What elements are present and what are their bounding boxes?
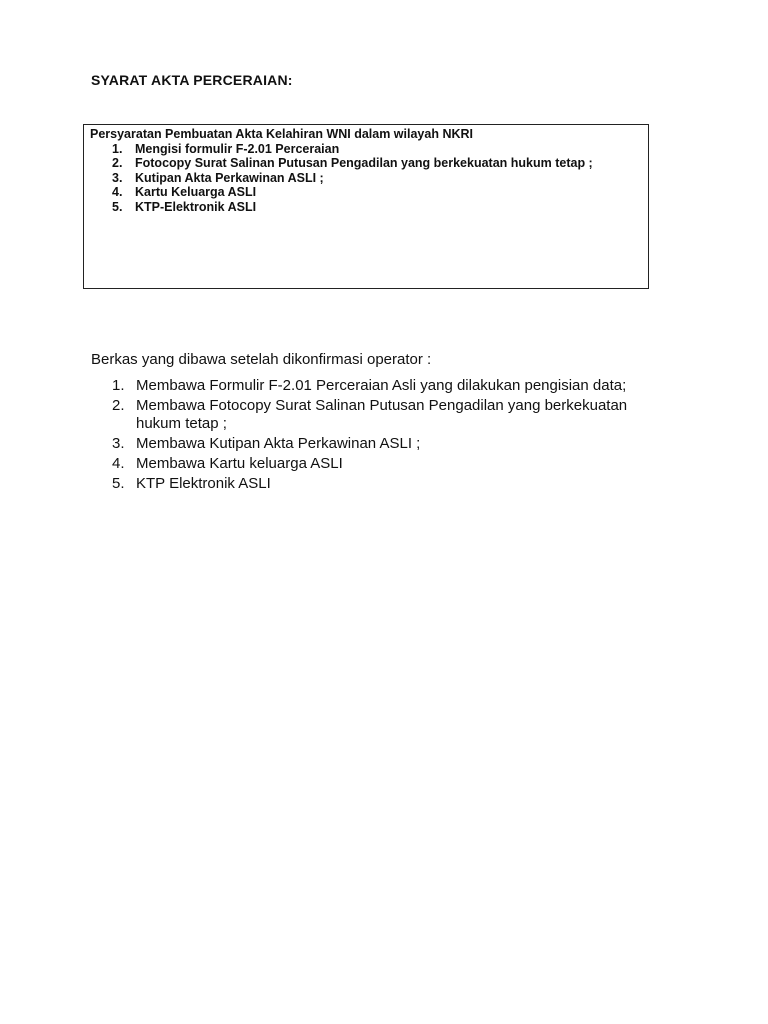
requirement-number: 3. — [112, 170, 123, 185]
requirement-text: KTP-Elektronik ASLI — [135, 199, 257, 214]
requirements-list — [90, 142, 642, 215]
document-title: SYARAT AKTA PERCERAIAN: — [91, 72, 293, 88]
confirmation-item — [91, 435, 671, 453]
requirement-item — [90, 185, 642, 200]
requirement-number: 5. — [112, 199, 123, 214]
confirmation-list — [91, 377, 671, 495]
confirmation-item — [91, 475, 671, 493]
requirements-heading: Persyaratan Pembuatan Akta Kelahiran WNI dalam wilayah NKRI — [90, 127, 473, 141]
requirement-text: Kutipan Akta Perkawinan ASLI ; — [135, 170, 324, 185]
requirement-number: 1. — [112, 141, 123, 156]
requirement-text: Mengisi formulir F-2.01 Perceraian — [135, 141, 340, 156]
confirmation-number: 2. — [112, 397, 125, 414]
requirement-item — [90, 156, 642, 171]
requirement-number: 4. — [112, 185, 123, 199]
requirements-box — [83, 124, 649, 289]
confirmation-number: 4. — [112, 455, 125, 472]
confirmation-text: Membawa Kartu keluarga ASLI — [136, 455, 343, 472]
confirmation-number: 5. — [112, 475, 125, 492]
requirement-item — [90, 142, 642, 157]
confirmation-item — [91, 455, 671, 473]
requirement-item — [90, 200, 642, 215]
confirmation-text: Membawa Formulir F-2.01 Perceraian Asli yang dilakukan pengisian data; — [136, 377, 627, 394]
confirmation-text: KTP Elektronik ASLI — [136, 475, 271, 492]
requirement-item — [90, 171, 642, 186]
confirmation-number: 1. — [112, 377, 125, 394]
confirmation-item — [91, 377, 671, 395]
requirement-number: 2. — [112, 156, 123, 170]
confirmation-text: Membawa Kutipan Akta Perkawinan ASLI ; — [136, 435, 421, 452]
requirement-text: Fotocopy Surat Salinan Putusan Pengadilan yang berkekuatan hukum tetap ; — [135, 156, 593, 170]
confirmation-text: Membawa Fotocopy Surat Salinan Putusan Pengadilan yang berkekuatan hukum tetap ; — [136, 397, 628, 432]
confirmation-intro: Berkas yang dibawa setelah dikonfirmasi operator : — [91, 351, 432, 368]
requirement-text: Kartu Keluarga ASLI — [135, 185, 257, 199]
confirmation-number: 3. — [112, 435, 125, 452]
confirmation-item — [91, 397, 671, 433]
